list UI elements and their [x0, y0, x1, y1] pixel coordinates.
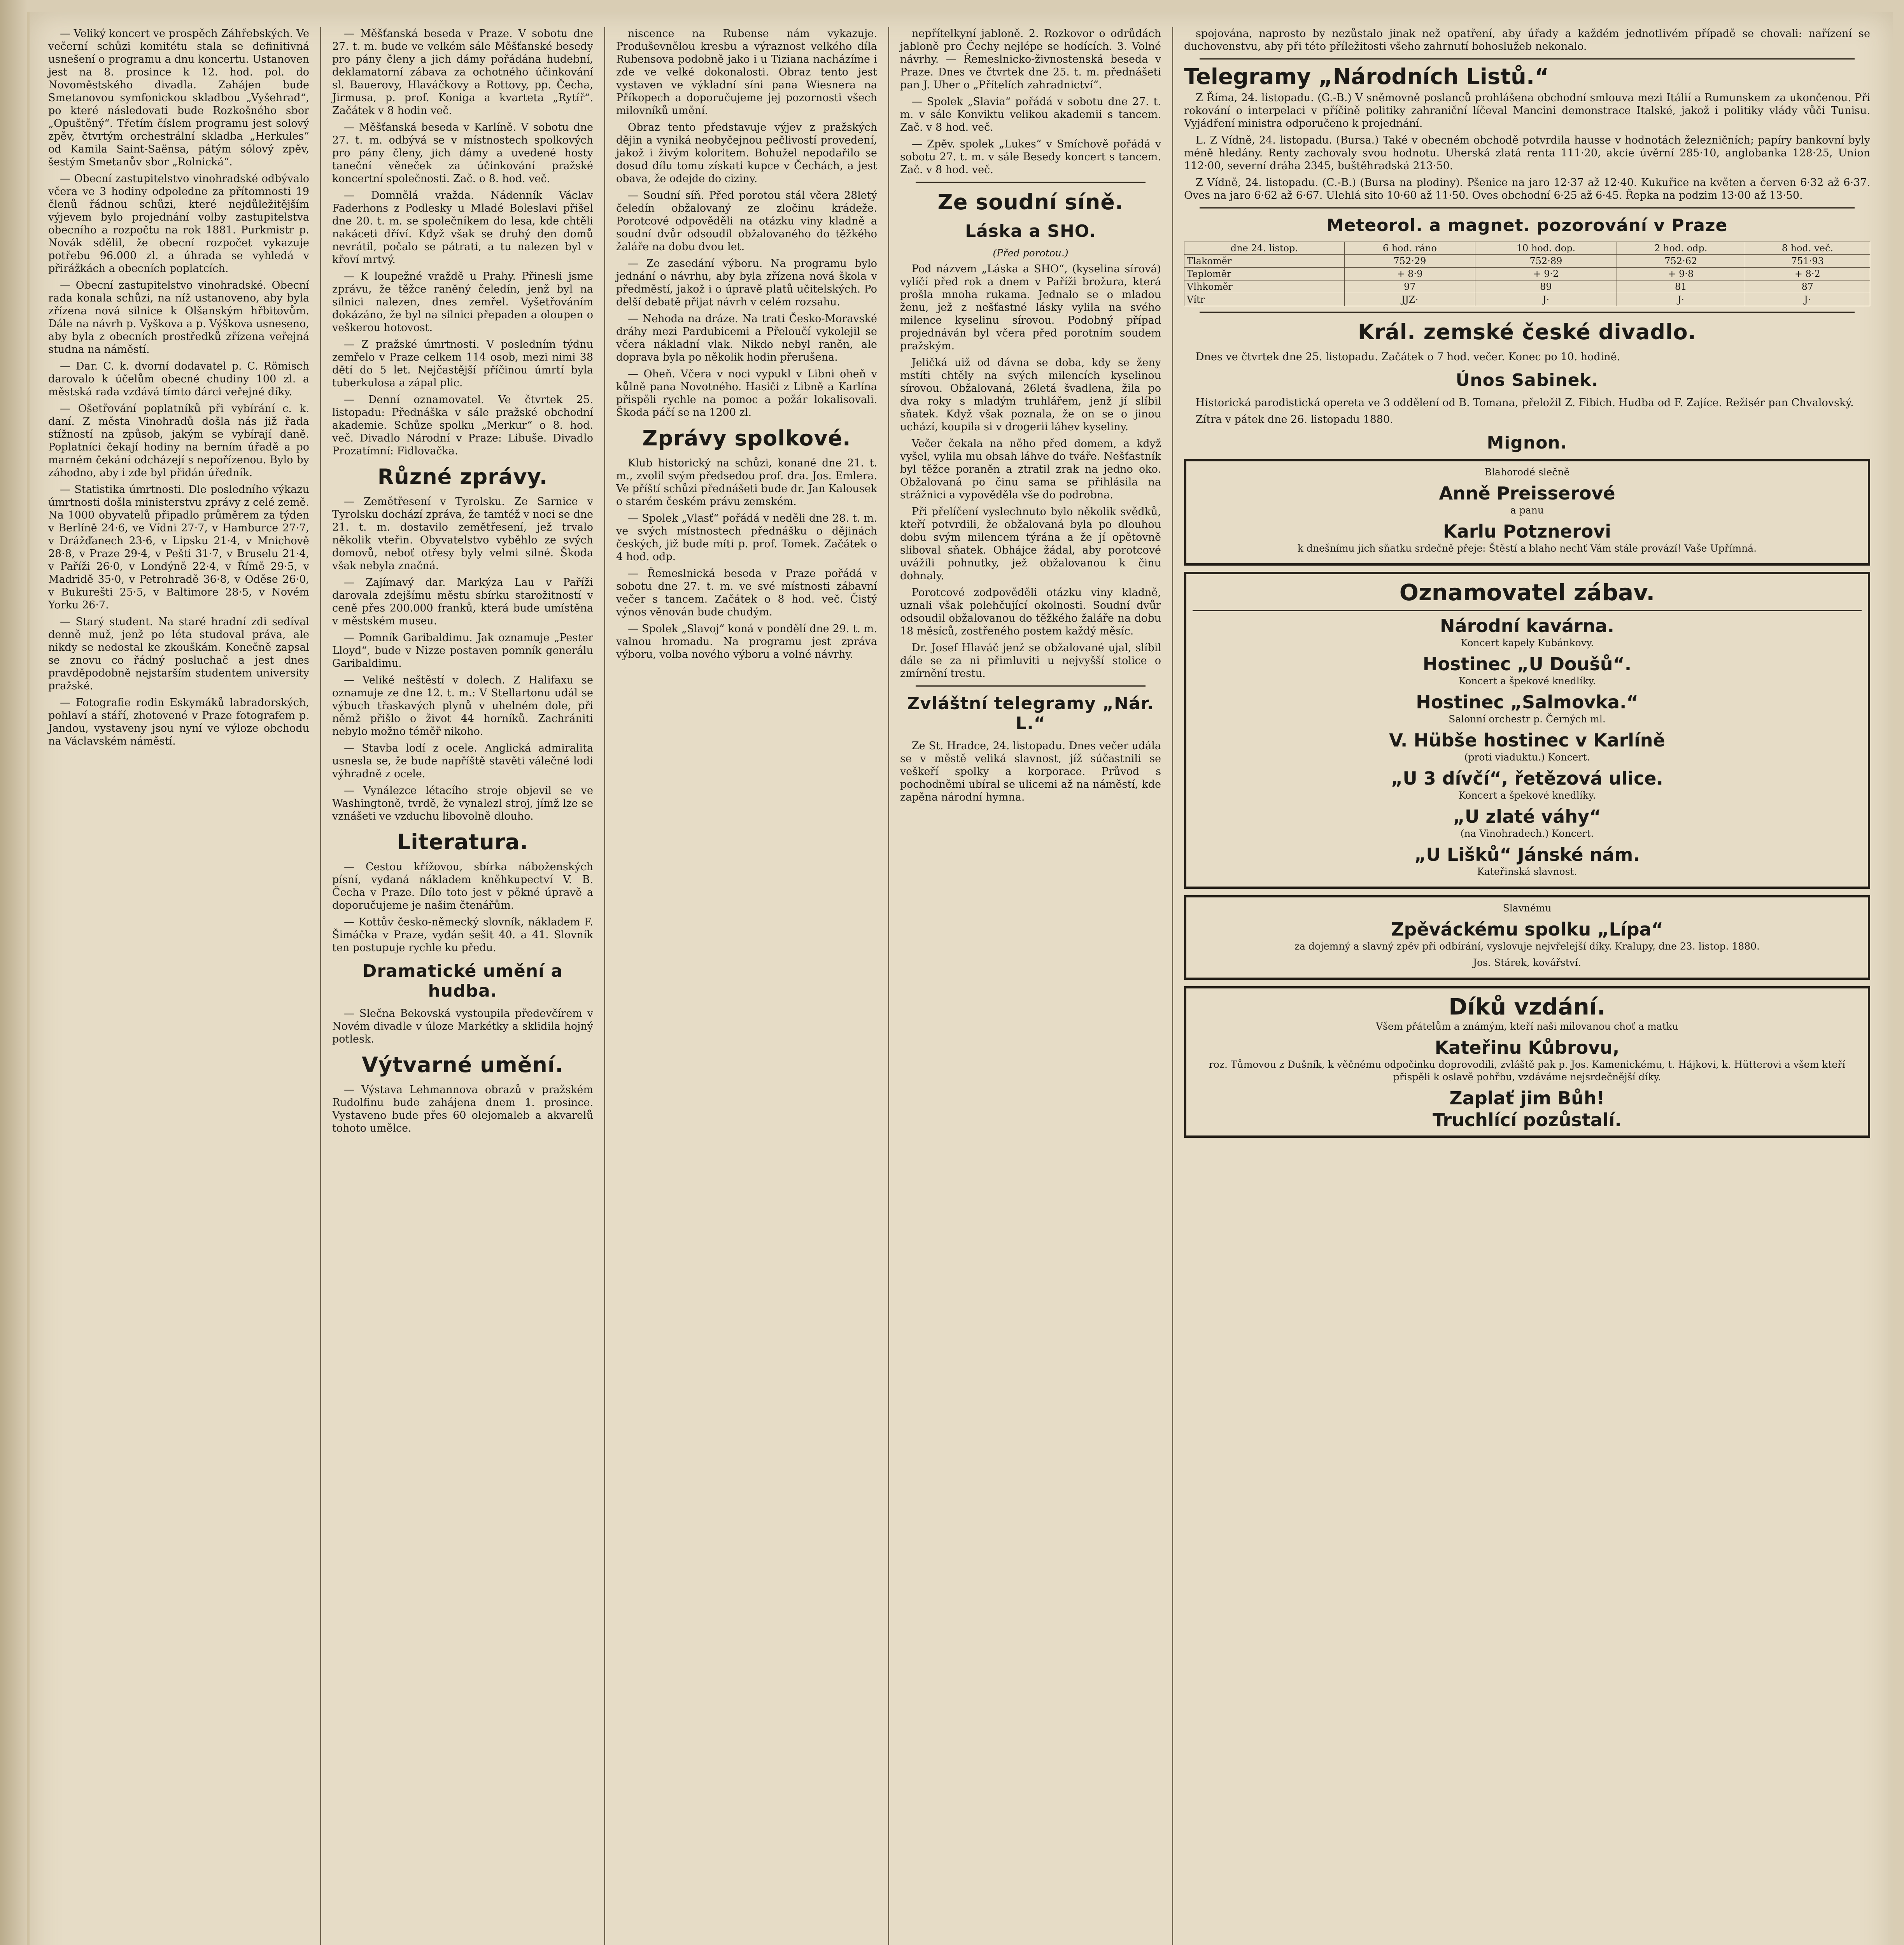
venue-name: „U zlaté váhy“: [1453, 806, 1601, 827]
ad-divider: [1193, 610, 1862, 611]
ad-title: Oznamovatel zábav.: [1399, 579, 1655, 606]
article-nestesti-v-dolech: — Veliké neštěstí v dolech. Z Halifaxu se oznamuje ze dne 12. t. m.: V Stellartonu udál se výbuch třaskavých plynů v uhelném dole, při němž přišlo o život 44 horníků. Zachrániti nebylo možno téměř nikoho.: [332, 674, 593, 738]
article-stary-student: — Starý student. Na staré hradní zdi sedíval denně muž, jenž po léta studoval práva, ale nikdy se nedostal ke zkouškám. Konečně zapsal se znovu co řádný posluchač a jest dnes pravděpodobně nejstarším studentem university pražské.: [48, 616, 309, 692]
article-denni-oznamovatel: — Denní oznamovatel. Ve čtvrtek 25. listopadu: Přednáška v sále pražské obchodní akademie. Schůze spolku „Merkur“ o 8. hod. več. Divadlo Národní v Praze: Libuše. Divadlo Prozatímní: Fidlovačka.: [332, 394, 593, 457]
venue-name: Hostinec „Salmovka.“: [1416, 692, 1638, 713]
section-heading-telegramy: Telegramy „Národních Listů.“: [1184, 64, 1549, 89]
section-heading-zvlastni-telegramy: Zvláštní telegramy „Nár. L.“: [907, 694, 1154, 733]
venue-detail: Koncert a špekové knedlíky.: [1458, 675, 1596, 687]
meteo-cell: 81: [1617, 280, 1745, 293]
telegram-rim: Z Říma, 24. listopadu. (G.-B.) V sněmovně poslanců prohlášena obchodní smlouva mezi Itálií a Rumunskem za ukončenou. Při rokování o interpelaci v příčině politiky zahraniční líčeval Mancini demonstrace Italské, jakož i politiky vlády vůči Tunisu. Vyjádření ministra odporučeno k projednání.: [1184, 92, 1870, 130]
venue-detail: Koncert a špekové knedlíky.: [1458, 790, 1596, 801]
article-mestanska-beseda: — Měšťanská beseda v Praze. V sobotu dne 27. t. m. bude ve velkém sále Měšťanské besedy pro pány členy a jich dámy pořádána hudební, deklamatorní zábava za ochotného účinkování sl. Bauerovy, Hlaváčkovy a Rottovy, pp. Čecha, Jirmusa, p. prof. Koniga a kvarteta „Rytíř“. Začátek v 8 hodin več.: [332, 28, 593, 117]
page-fold-margin: [0, 0, 27, 1945]
article-dar: — Dar. C. k. dvorní dodavatel p. C. Römisch darovalo k účelům obecné chudiny 100 zl. a městská rada vzdává tímto dárci veřejné díky.: [48, 360, 309, 398]
article-spolek-lukes: — Zpěv. spolek „Lukes“ v Smíchově pořádá v sobotu 27. t. m. v sále Besedy koncert s tancem. Zač. v 8 hod. več.: [900, 138, 1161, 176]
ad-name: Kateřinu Kůbrovu,: [1435, 1037, 1620, 1058]
article-kottuv-slovnik: — Kottův česko-německý slovník, nákladem F. Šimáčka v Praze, vydán sešit 40. a 41. Slovník ten postupuje rychle ku předu.: [332, 916, 593, 954]
section-heading-vytvarne-umeni: Výtvarné umění.: [362, 1053, 564, 1077]
article-zajimavy-dar: — Zajímavý dar. Markýza Lau v Paříži darovala zdejšímu městu sbírku starožitností v ceně přes 200.000 franků, která bude umístěna v městském museu.: [332, 576, 593, 627]
section-heading-literatura: Literatura.: [397, 830, 529, 854]
ad-title: Zpěváckému spolku „Lípa“: [1391, 919, 1663, 940]
article-obraz: Obraz tento představuje výjev z pražských dějin a vyniká neobyčejnou pečlivostí provedení, jakož i živým koloritem. Bohužel nepodařilo se dosud dílu tomu získati kupce v Čechách, a jest obava, že odejde do ciziny.: [616, 121, 877, 185]
ad-name: Karlu Potznerovi: [1443, 521, 1611, 542]
play-title: Únos Sabinek.: [1456, 370, 1599, 390]
meteo-cell: + 8·2: [1745, 268, 1870, 280]
venue-detail: (na Vinohradech.) Koncert.: [1460, 828, 1594, 839]
column-5: [1173, 27, 1881, 1945]
article-nehoda-na-draze: — Nehoda na dráze. Na trati Česko-Moravské dráhy mezi Pardubicemi a Přeloučí vykolejil se včera nákladní vlak. Nikdo nebyl raněn, ale doprava byla po několik hodin přerušena.: [616, 313, 877, 363]
ad-signature: Truchlící pozůstalí.: [1433, 1109, 1622, 1130]
section-heading-zpravy-spolkove: Zprávy spolkové.: [642, 426, 851, 450]
telegram-viden-plodiny: Z Vídně, 24. listopadu. (C.-B.) (Bursa na plodiny). Pšenice na jaro 12·37 až 12·40. Kukuřice na květen a červen 6·32 až 6·37. Oves na jaro 6·62 až 6·67. Ulehlá sito 10·60 až 11·50. Oves obchodní 6·25 až 6·45. Řepka na podzim 13·00 až 13·50.: [1184, 177, 1870, 202]
meteo-cell: 751·93: [1745, 255, 1870, 268]
ad-line: Slavnému: [1503, 902, 1552, 914]
article-laska-sho-4: Při přelíčení vyslechnuto bylo několik svědků, kteří potvrdili, že obžalovaná byla po dlouhou dobu svým milencem týrána a že jí opětovně sliboval sňatek. Obhájce žádal, aby porotcové uvážili pohnutky, jež obžalovanou k činu dohnaly.: [900, 506, 1161, 582]
column-5-inner: [1184, 27, 1870, 1138]
article-domnela-vrazda: — Domnělá vražda. Nádenník Václav Faderhons z Podlesky u Mladé Boleslavi přišel dne 20. t. m. se společníkem do lesa, kde chtěli nakáceti dříví. Když však se druhý den domů nevrátil, počalo se pátrati, a tu nalezen byl v křoví mrtvý.: [332, 189, 593, 266]
article-zemetreseni: — Zemětřesení v Tyrolsku. Ze Sarnice v Tyrolsku dochází zpráva, že tamtéž v noci se dne 21. t. m. dostavilo zemětřesení, jež trvalo několik vteřin. Obyvatelstvo vyběhlo ze svých domovů, neboť otřesy byly velmi silné. Škoda však nebyla značná.: [332, 496, 593, 572]
article-laska-sho-2: Jeličká uiž od dávna se doba, kdy se ženy mstíti chtěly na svých milencích kyselinou sírovou. Obžalovaná, 26letá švadlena, žila po dva roky s mladým truhlářem, jenž jí slíbil sňatek. Když však poznala, že on se o jinou uchází, koupila si v drogerii láhev kyseliny.: [900, 357, 1161, 433]
article-loupezna-vrazda: — K loupežné vraždě u Prahy. Přinesli jsme zprávu, že těžce raněný čeledín, jenž byl na silnici nalezen, dnes zemřel. Vyšetřováním dokázáno, že byl na silnici přepaden a oloupen o veškerou hotovost.: [332, 270, 593, 334]
ad-body: roz. Tůmovou z Dušník, k věčnému odpočinku doprovodili, zvláště pak p. Jos. Kamenickému, t. Hájkovi, k. Hütterovi a všem kteří přispěli k oslavě pohřbu, vzdáváme nejsrdečnější díky.: [1209, 1059, 1846, 1083]
meteo-header-row: [1184, 242, 1870, 255]
meteo-row: [1184, 268, 1870, 280]
meteo-row: [1184, 293, 1870, 306]
meteo-cell: 752·89: [1475, 255, 1617, 268]
theatre-info: Dnes ve čtvrtek dne 25. listopadu. Začátek o 7 hod. večer. Konec po 10. hodině.: [1196, 351, 1620, 363]
article-spolek-slavoj: — Spolek „Slavoj“ koná v pondělí dne 29. t. m. valnou hromadu. Na programu jest zpráva výboru, volba nového výboru a volné návrhy.: [616, 623, 877, 661]
column-3: [605, 27, 889, 1945]
article-beseda-karlin: — Měšťanská beseda v Karlíně. V sobotu dne 27. t. m. odbývá se v místnostech spolkových pro pány členy, jich dámy a uvedené hosty taneční věneček za účinkování pražské koncertní společnosti. Zač. o 8. hod. več.: [332, 121, 593, 185]
article-klub-historicky: Klub historický na schůzi, konané dne 21. t. m., zvolil svým předsedou prof. dra. Jos. Emlera. Ve příští schůzi přednášeti bude dr. Jan Kalousek o starém českém právu zemském.: [616, 457, 877, 508]
article-remeslnicka-beseda: — Řemeslnická beseda v Praze pořádá v sobotu dne 27. t. m. ve své místnosti zábavní večer s tancem. Začátek o 8 hod. več. Čistý výnos věnován bude chudým.: [616, 568, 877, 618]
venue-name: V. Hübše hostinec v Karlíně: [1389, 730, 1665, 751]
meteo-header-cell: dne 24. listop.: [1184, 242, 1345, 255]
meteo-cell: Vítr: [1184, 293, 1345, 306]
next-play-date: Zítra v pátek dne 26. listopadu 1880.: [1196, 414, 1393, 426]
ad-body: za dojemný a slavný zpěv při odbírání, vyslovuje nejvřelejší díky. Kralupy, dne 23. listop. 1880.: [1294, 941, 1760, 952]
article-koncert-zahreb: — Veliký koncert ve prospěch Záhřebských. Ve večerní schůzi komitétu stala se definitivná usnešení o programu a dnu koncertu. Ustanoven jest na 8. prosince k 12. hod. pol. do Novoměstského divadla. Zahájen bude Smetanovou symfonickou skladbou „Vyšehrad“, po které následovati bude Rozkošného sbor „Opuštěný“. Třetím číslem programu jest solový zpěv, čtvrtým orchestrální skladba „Herkules“ od Kamila Saint-Saënsa, pátým sólový zpěv, šestým Smetanův sbor „Rolnická“.: [48, 28, 309, 168]
article-laska-sho-6: Dr. Josef Hlaváč jenž se obžalované ujal, slíbil dále se za ni přimluviti u nejvyšší stolice o zmírnění trestu.: [900, 642, 1161, 680]
meteo-cell: 89: [1475, 280, 1617, 293]
divider: [916, 182, 1146, 183]
ad-body: Všem přátelům a známým, kteří naši milovanou choť a matku: [1376, 1021, 1678, 1032]
article-laska-sho-5: Porotcové zodpověděli otázku viny kladně, uznali však polehčující okolnosti. Soudní dvůr odsoudil obžalovanou do těžkého žaláře na dobu 18 měsíců, zostřeného postem každý měsíc.: [900, 587, 1161, 637]
venue-name: Hostinec „U Doušů“.: [1422, 654, 1632, 675]
venue-detail: (proti viaduktu.) Koncert.: [1464, 752, 1590, 763]
meteo-title: Meteorol. a magnet. pozorování v Praze: [1326, 216, 1728, 235]
article-ohen: — Oheň. Včera v noci vypukl v Libni oheň v kůlně pana Novotného. Hasiči z Libně a Karlína přispěli rychle na pomoc a požár lokalisovali. Škoda páčí se na 1200 zl.: [616, 368, 877, 419]
meteo-cell: JJZ·: [1344, 293, 1475, 306]
article-cestou-krizovou: — Cestou křížovou, sbírka náboženských písní, vydaná nákladem kněhkupectví V. B. Čecha v Praze. Dílo toto jest v pěkné úpravě a doporučujeme je našim čtenářům.: [332, 861, 593, 911]
article-rubens: niscence na Rubense nám vykazuje. Produševnělou kresbu a výraznost velkého díla Rubensova podobně jako i u Tiziana nacházíme i zde ve velké dokonalosti. Obraz tento jest vystaven ve výkladní síni pana Wiesnera na Příkopech a doporučujeme jej pozornosti všech milovníků umění.: [616, 28, 877, 117]
section-heading-zemske-divadlo: Král. zemské české divadlo.: [1357, 320, 1697, 344]
article-vystava-lehmann: — Výstava Lehmannova obrazů v pražském Rudolfinu bude zahájena dnem 1. prosince. Vystaveno bude přes 60 olejomaleb a akvarelů tohoto umělce.: [332, 1084, 593, 1134]
section-heading-ruzne-zpravy: Různé zprávy.: [377, 464, 548, 489]
meteo-cell: 752·29: [1344, 255, 1475, 268]
meteo-header-cell: 8 hod. več.: [1745, 242, 1870, 255]
venue-name: Národní kavárna.: [1440, 615, 1614, 636]
meteo-header-cell: 10 hod. dop.: [1475, 242, 1617, 255]
venue-name: „U Lišků“ Jánské nám.: [1414, 844, 1640, 865]
meteo-cell: + 8·9: [1344, 268, 1475, 280]
meteo-cell: J·: [1745, 293, 1870, 306]
section-heading-dramaticke-umeni: Dramatické umění a hudba.: [362, 961, 563, 1001]
article-zastupitelstvo-2: — Obecní zastupitelstvo vinohradské. Obecní rada konala schůzi, na níž ustanoveno, aby byla zřízena nová silnice k Olšanským hřbitovům. Dále na návrh p. Vyškova a p. Výškova usneseno, aby byla z obecních prostředků zřízena veřejná studna na náměstí.: [48, 279, 310, 356]
meteo-header-cell: 6 hod. ráno: [1344, 242, 1475, 255]
article-spolek-slavia: — Spolek „Slavia“ pořádá v sobotu dne 27. t. m. v sále Konviktu velikou akademii s tancem. Zač. v 8 hod. več.: [900, 96, 1161, 133]
article-stavba-lodi: — Stavba lodí z ocele. Anglická admiralita usnesla se, že bude napříště stavěti válečné lodi výhradně z ocele.: [332, 742, 593, 780]
article-laska-sho-3: Večer čekala na něho před domem, a když vyšel, vylila mu obsah láhve do tváře. Nešťastník byl těžce poraněn a ztratil zrak na jedno oko. Obžalovaná po činu sama se přihlásila na strážnici a vypověděla vše do podrobna.: [900, 438, 1161, 501]
ad-line: Blahorodé slečně: [1484, 466, 1570, 478]
article-zastupitelstvo-1: — Obecní zastupitelstvo vinohradské odbývalo včera ve 3 hodiny odpoledne za přítomnosti 19 členů řádnou schůzi, které nejdůležitějším výjevem bylo projednání volby zastupitelstva obecního a rozpočtu na rok 1881. Purkmistr p. Novák sdělil, že obecní rozpočet vykazuje potřebu 96.000 zl. a úhrada se vyhledá v přirážkách a obecních poplatcích.: [48, 173, 309, 275]
article-zahradnictvi: nepřítelkyní jabloně. 2. Rozkovor o odrůdách jabloně pro Čechy nejlépe se hodících. 3. Volné návrhy. — Řemeslnicko-živnostenská beseda v Praze. Dnes ve čtvrtek dne 25. t. m. přednášeti pan J. Uher o „Přítelích zahradnictví“.: [900, 28, 1161, 91]
ad-title: Díků vzdání.: [1449, 994, 1606, 1020]
section-heading-ze-soudni-sine: Ze soudní síně.: [937, 190, 1124, 214]
article-spojovana: spojována, naprosto by nezůstalo jinak než opatření, aby úřady a každém jednotlivém případě se chovali: nařízení se duchovenstvu, aby při této příležitosti všeho zahrnutí bohoslužeb nekonalo.: [1184, 28, 1870, 53]
article-zasedani-vyboru: — Ze zasedání výboru. Na programu bylo jednání o návrhu, aby byla zřízena nová škola v předměstí, jakož i o úpravě platů učitelských. Po delší debatě přijat návrh v celém rozsahu.: [616, 258, 877, 308]
play-description: Historická parodistická opereta ve 3 oddělení od B. Tomana, přeložil Z. Fibich. Hudba od F. Zajíce. Režisér pan Chvalovský.: [1196, 397, 1854, 409]
ad-line: a panu: [1510, 505, 1544, 516]
venue-detail: Kateřinská slavnost.: [1477, 866, 1577, 877]
column-4: [889, 27, 1173, 1945]
article-ostrovani-poplatniku: — Ošetřování poplatníků při vybírání c. k. daní. Z města Vinohradů došla nás již řada stížností na způsob, jakým se vybírají daně. Poplatníci čekají hodiny na berním úřadě a po marném čekání odcházejí s nepořízenou. Bylo by záhodno, aby i zde byl přidán úředník.: [48, 403, 309, 479]
article-slecna-bekovska: — Slečna Bekovská vystoupila předevčírem v Novém divadle v úloze Markétky a sklidila hojný potlesk.: [332, 1008, 593, 1045]
column-1: [37, 27, 321, 1945]
ad-wedding-congratulation: [1184, 459, 1870, 566]
ad-name: Anně Preisserové: [1439, 483, 1615, 504]
meteo-cell: 97: [1344, 280, 1475, 293]
ad-line: k dnešnímu jich sňatku srdečně přeje: Štěstí a blaho nechť Vám stále provází! Vaše Upřímná.: [1297, 543, 1757, 554]
newspaper-page: [27, 12, 1893, 1945]
article-title-laska-a-sho: Láska a SHO.: [965, 221, 1096, 241]
article-statistika-umrtnosti: — Statistika úmrtnosti. Dle posledního výkazu úmrtnosti došla ministerstvu zprávy z celé země. Na 1000 obyvatelů připadlo průměrem za týden v Berlíně 24·6, ve Vídni 27·7, v Hamburce 27·7, v Drážďanech 23·6, v Lipsku 21·4, v Mnichově 28·8, v Praze 29·4, v Pešti 31·7, v Bruselu 21·4, v Paříži 26·0, v Londýně 22·4, v Římě 29·5, v Madridě 35·0, v Petrohradě 36·8, v Oděse 26·0, v Bukurešti 25·5, v Baltimore 28·5, v Novém Yorku 26·7.: [48, 484, 309, 611]
venue-detail: Salonní orchestr p. Černých ml.: [1449, 713, 1606, 725]
article-letaci-stroj: — Vynálezce létacího stroje objevil se ve Washingtoně, tvrdě, že vynalezl stroj, jímž lze se vznášeti ve vzduchu libovolně dlouho.: [332, 785, 593, 822]
divider: [1200, 207, 1855, 209]
article-st-hradec: Ze St. Hradce, 24. listopadu. Dnes večer udála se v městě veliká slavnost, jíž súčastnili se veškeří spolky a korporace. Průvod s pochodněmi ubíral se ulicemi až na náměstí, kde zapěna národní hymna.: [900, 740, 1161, 803]
divider: [1200, 58, 1855, 60]
article-laska-sho-1: Pod názvem „Láska a SHO“, (kyselina sírová) vylíčí před rok a dnem v Paříži brožura, která prošla mnoha rukama. Jednalo se o mladou ženu, jež z nešťastné lásky vylila na svého milence kyselinu sírovou. Podobný případ projednáván byl včera před porotním soudem pražským.: [900, 263, 1161, 352]
divider: [916, 685, 1146, 687]
article-spolek-vlast: — Spolek „Vlasť“ pořádá v neděli dne 28. t. m. ve svých místnostech přednášku o dějinách českých, již bude míti p. prof. Tomek. Začátek o 4 hod. odp.: [616, 512, 877, 563]
ad-oznamovatel-zabav: [1184, 572, 1870, 889]
meteo-row: [1184, 280, 1870, 293]
meteo-cell: Teploměr: [1184, 268, 1345, 280]
meteo-row: [1184, 255, 1870, 268]
ad-spolek-lipa: [1184, 895, 1870, 980]
article-subtitle-porota: (Před porotou.): [993, 247, 1068, 259]
meteo-cell: J·: [1475, 293, 1617, 306]
meteo-table: [1184, 242, 1870, 306]
divider: [1200, 312, 1855, 313]
ad-diku-vzdani: [1184, 986, 1870, 1138]
meteo-cell: + 9·8: [1617, 268, 1745, 280]
telegram-viden-bursa: L. Z Vídně, 24. listopadu. (Bursa.) Také v obecném obchodě potvrdila hausse v hodnotách železničních; papíry bankovní byly méně hledány. Renty zachovaly svou hodnotu. Uherská zlatá renta 111·20, akcie úvěrní 285·10, anglobanka 128·25, Union 112·00, severní dráha 2345, buštěhradská 213·50.: [1184, 134, 1870, 172]
meteo-cell: Vlhkoměr: [1184, 280, 1345, 293]
meteo-cell: 752·62: [1617, 255, 1745, 268]
article-fotografie-eskymaku: — Fotografie rodin Eskymáků labradorských, pohlaví a stáří, zhotovené v Praze fotografem p. Jandou, vystaveny jsou nyní ve výloze obchodu na Václavském náměstí.: [48, 697, 309, 747]
meteo-cell: 87: [1745, 280, 1870, 293]
meteo-header-cell: 2 hod. odp.: [1617, 242, 1745, 255]
column-2: [321, 27, 605, 1945]
meteo-cell: Tlakoměr: [1184, 255, 1345, 268]
venue-name: „U 3 dívčí“, řetězová ulice.: [1391, 768, 1663, 789]
article-soudni-sin: — Soudní síň. Před porotou stál včera 28letý čeledín obžalovaný ze zločinu krádeže. Porotcové odpověděli na otázku viny kladně a soudní dvůr odsoudil obžalovaného do těžkého žaláře na dobu dvou let.: [616, 189, 877, 253]
meteo-cell: + 9·2: [1475, 268, 1617, 280]
ad-footer: Zaplať jim Bůh!: [1449, 1088, 1605, 1109]
ad-signature: Jos. Stárek, kovářství.: [1473, 957, 1581, 968]
next-play-title: Mignon.: [1487, 433, 1568, 453]
article-pomnik-garibaldi: — Pomník Garibaldimu. Jak oznamuje „Pester Lloyd“, bude v Nizze postaven pomník generálu Garibaldimu.: [332, 632, 593, 669]
venue-detail: Koncert kapely Kubánkovy.: [1460, 637, 1594, 648]
article-umrtnost: — Z pražské úmrtnosti. V posledním týdnu zemřelo v Praze celkem 114 osob, mezi nimi 38 dětí do 5 let. Nejčastější příčinou úmrtí byla tuberkulosa a zápal plic.: [332, 338, 593, 389]
meteo-cell: J·: [1617, 293, 1745, 306]
